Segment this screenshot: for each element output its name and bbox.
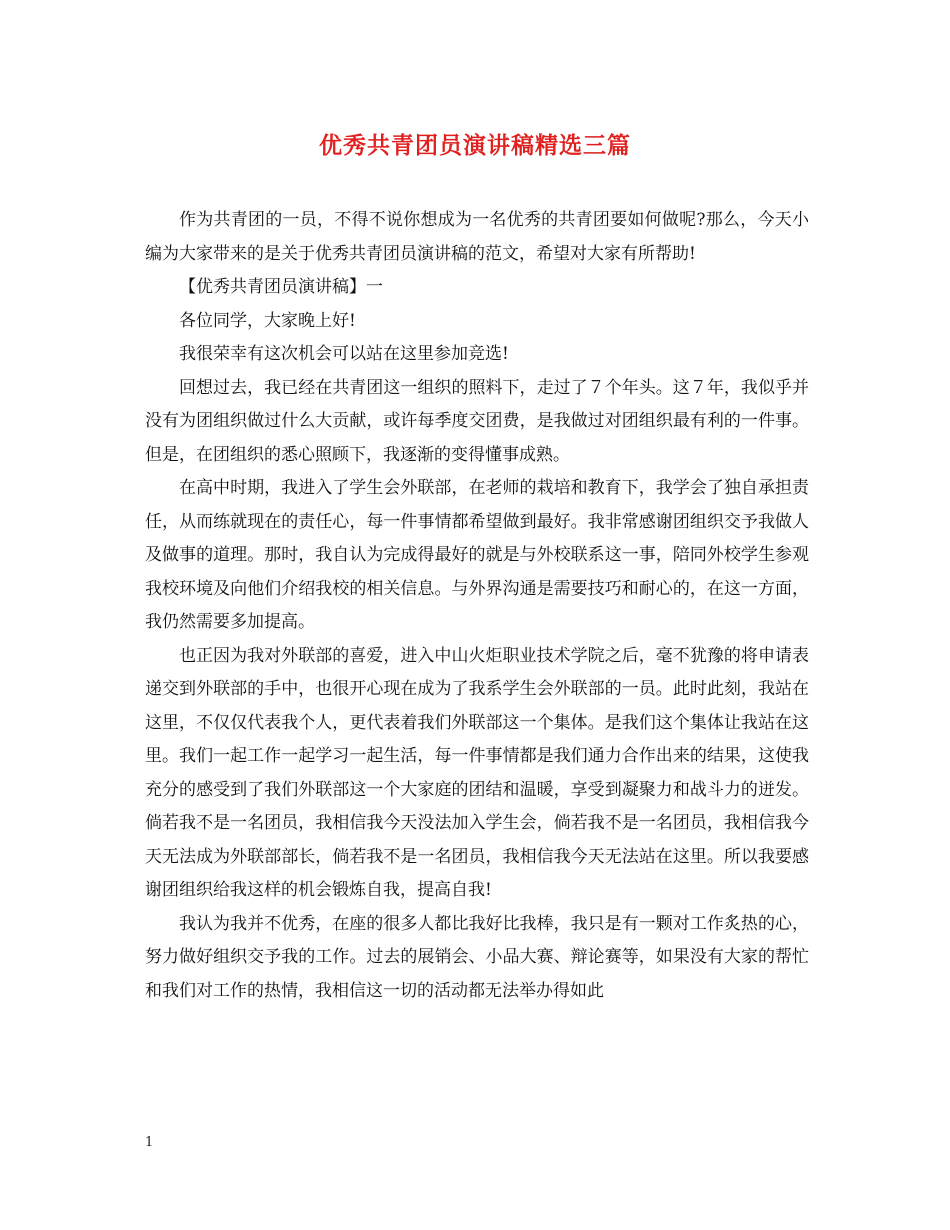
- paragraph: 也正因为我对外联部的喜爱，进入中山火炬职业技术学院之后，毫不犹豫的将申请表递交到外联部的手中，也很开心现在成为了我系学生会外联部的一员。此时此刻，我站在这里，不仅仅代表我个人，更代表着我们外联部这一个集体。是我们这个集体让我站在这里。我们一起工作一起学习一起生活，每一件事情都是我们通力合作出来的结果，这使我充分的感受到了我们外联部这一个大家庭的团结和温暖，享受到凝聚力和战斗力的迸发。倘若我不是一名团员，我相信我今天没法加入学生会，倘若我不是一名团员，我相信我今天无法成为外联部部长，倘若我不是一名团员，我相信我今天无法站在这里。所以我要感谢团组织给我这样的机会锻炼自我，提高自我!: [145, 645, 809, 900]
- paragraph: 作为共青团的一员，不得不说你想成为一名优秀的共青团要如何做呢?那么，今天小编为大家带来的是关于优秀共青团员演讲稿的范文，希望对大家有所帮助!: [145, 210, 809, 264]
- document-title: 优秀共青团员演讲稿精选三篇: [319, 132, 631, 159]
- page-number: 1: [145, 1135, 154, 1150]
- paragraph-section-heading: 【优秀共青团员演讲稿】一: [179, 277, 383, 297]
- paragraph-greeting: 各位同学，大家晚上好!: [179, 310, 356, 331]
- paragraph: 在高中时期，我进入了学生会外联部，在老师的栽培和教育下，我学会了独自承担责任，从而练就现在的责任心，每一件事情都希望做到最好。我非常感谢团组织交予我做人及做事的道理。那时，我自认为完成得最好的就是与外校联系这一事，陪同外校学生参观我校环境及向他们介绍我校的相关信息。与外界沟通是需要技巧和耐心的，在这一方面，我仍然需要多加提高。: [145, 478, 809, 632]
- paragraph: 回想过去，我已经在共青团这一组织的照料下，走过了７个年头。这７年，我似乎并没有为团组织做过什么大贡献，或许每季度交团费，是我做过对团组织最有利的一件事。但是，在团组织的悉心照顾下，我逐渐的变得懂事成熟。: [145, 377, 809, 465]
- paragraph: 我认为我并不优秀，在座的很多人都比我好比我棒，我只是有一颗对工作炙热的心，努力做好组织交予我的工作。过去的展销会、小品大赛、辩论赛等，如果没有大家的帮忙和我们对工作的热情，我相信这一切的活动都无法举办得如此: [145, 913, 809, 1001]
- paragraph: 我很荣幸有这次机会可以站在这里参加竞选!: [179, 344, 509, 364]
- document-body: [145, 204, 809, 1008]
